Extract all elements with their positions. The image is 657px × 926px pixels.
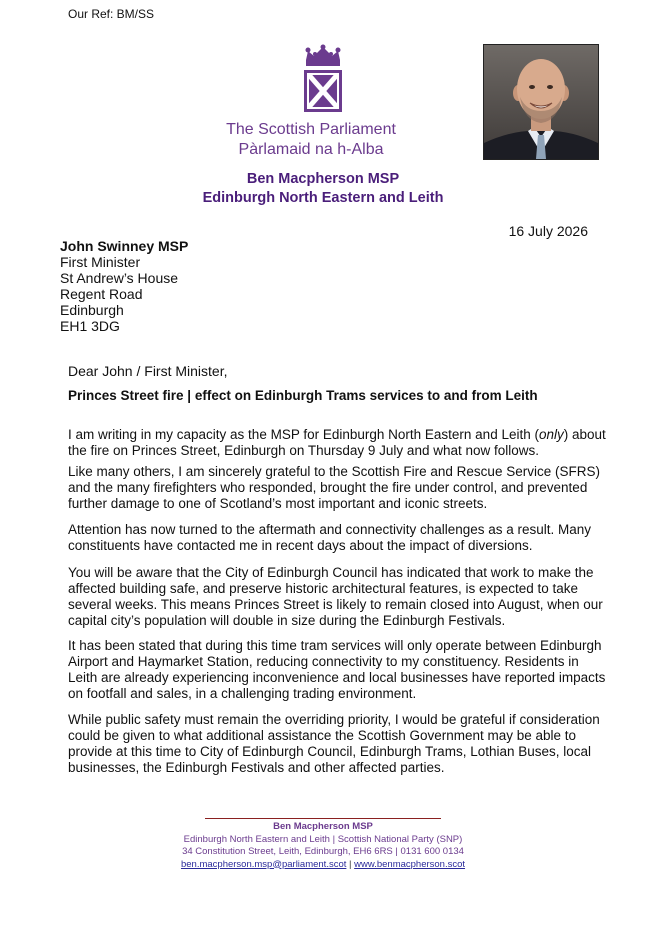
recipient-city: Edinburgh [60, 302, 124, 318]
footer-mp-name: Ben Macpherson MSP [273, 821, 373, 832]
p1-text-start: I am writing in my capacity as the MSP for Edinburgh North Eastern and Leith ( [68, 427, 539, 442]
scottish-parliament-crest-icon [298, 44, 348, 114]
footer-rule [205, 818, 441, 819]
recipient-address [60, 238, 188, 334]
parliament-name-gaelic: Pàrlamaid na h-Alba [238, 141, 384, 158]
recipient-title: First Minister [60, 254, 141, 270]
recipient-name: John Swinney MSP [60, 238, 189, 254]
reference-line: Our Ref: BM/SS [68, 7, 155, 21]
p1-emphasis: only [538, 427, 564, 442]
letter-date: 16 July 2026 [508, 223, 588, 239]
body-paragraph-6: While public safety must remain the overriding priority, I would be grateful if consideration could be given to what additional assistance the Scottish Government may be able to provide at this time to City of Edinburgh Council, Edinburgh Trams, Lothian Buses, local businesses, the Edinburgh Festivals and other affected parties. [68, 712, 600, 775]
recipient-street: Regent Road [60, 286, 143, 302]
subject-line: Princes Street fire | effect on Edinburgh Trams services to and from Leith [68, 388, 538, 403]
body-paragraph-5: It has been stated that during this time tram services will only operate between Edinburgh Airport and Haymarket Station, reducing connectivity to my constituency. Residents in Leith are already experiencing inconvenience and local businesses have reported impacts on footfall and sales, in a challenging trading environment. [68, 638, 606, 701]
footer-email-link[interactable]: ben.macpherson.msp@parliament.scot [180, 858, 347, 870]
mp-constituency-heading: Edinburgh North Eastern and Leith [202, 190, 444, 206]
footer-party-line: Edinburgh North Eastern and Leith | Scottish National Party (SNP) [183, 833, 463, 845]
salutation: Dear John / First Minister, [68, 363, 228, 379]
body-paragraph-1 [68, 427, 608, 459]
p1-text-end: ) about the fire on Princes Street, Edinburgh on Thursday 9 July and what now follows. [68, 427, 606, 458]
recipient-postcode: EH1 3DG [60, 318, 120, 334]
mp-portrait-photo [483, 44, 599, 160]
body-paragraph-2: Like many others, I am sincerely grateful to the Scottish Fire and Rescue Service (SFRS) and the many firefighters who responded, brought the fire under control, and prevented further damage to one of Scotland’s most important and iconic streets. [68, 464, 600, 511]
parliament-name-english: The Scottish Parliament [226, 121, 396, 138]
recipient-building: St Andrew’s House [60, 270, 179, 286]
mp-name-heading: Ben Macpherson MSP [246, 171, 400, 187]
footer-contact-line [0, 859, 646, 872]
footer-separator: | [349, 858, 352, 870]
letter-footer [0, 818, 646, 871]
footer-website-link[interactable]: www.benmacpherson.scot [354, 858, 466, 870]
body-paragraph-4: You will be aware that the City of Edinburgh Council has indicated that work to make the affected building safe, and preserve historic architectural features, is expected to take several weeks. This means Princes Street is likely to remain closed into August, when our capital city’s population will double in size during the Edinburgh Festivals. [68, 565, 603, 628]
footer-address-line: 34 Constitution Street, Leith, Edinburgh, EH6 6RS | 0131 600 0134 [182, 846, 464, 857]
body-paragraph-3: Attention has now turned to the aftermath and connectivity challenges as a result. Many constituents have contacted me in recent days about the impact of diversions. [68, 522, 592, 553]
